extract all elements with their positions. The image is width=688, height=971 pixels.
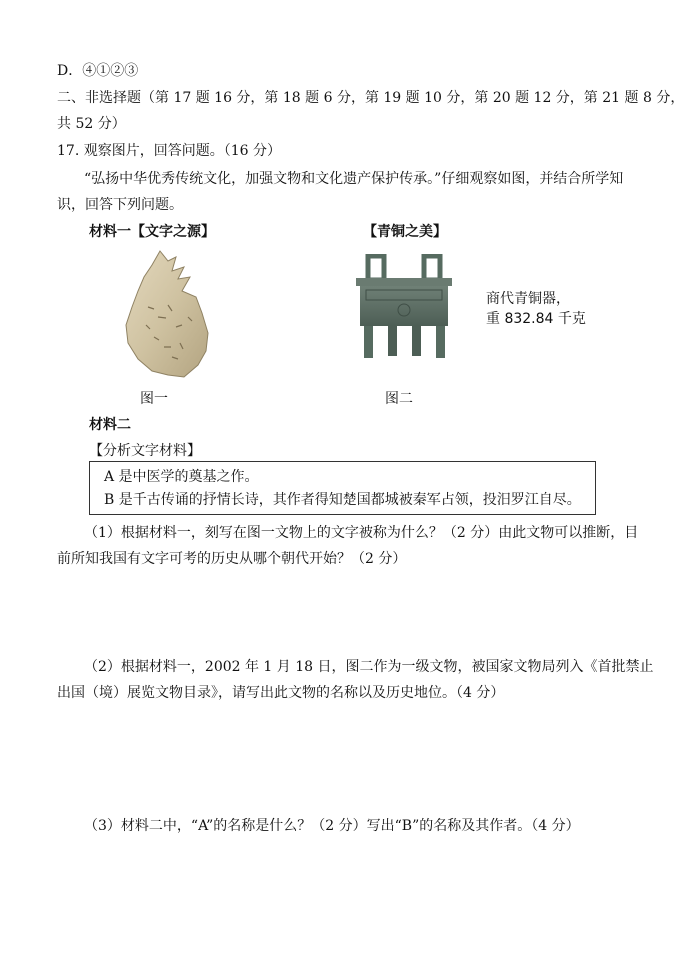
material2-box <box>89 461 596 515</box>
box-item-b: B 是千古传诵的抒情长诗，其作者得知楚国都城被秦军占领，投汨罗江自尽。 <box>104 492 581 508</box>
fig1-caption: 图一 <box>140 391 168 407</box>
option-d: D．④①②③ <box>57 63 139 79</box>
bronze-label: 【青铜之美】 <box>363 224 447 240</box>
fig2-caption: 图二 <box>385 391 413 407</box>
bronze-ding-image <box>350 254 458 360</box>
subquestion2-line1: （2）根据材料一，2002 年 1 月 18 日，图二作为一级文物，被国家文物局列入《首批禁止 <box>84 659 654 675</box>
subquestion1-line1: （1）根据材料一，刻写在图一文物上的文字被称为什么？（2 分）由此文物可以推断，目 <box>84 525 639 541</box>
subquestion2-line2: 出国（境）展览文物目录》，请写出此文物的名称以及历史地位。（4 分） <box>57 685 505 701</box>
oracle-bone-image <box>118 247 216 381</box>
question-title: 17. 观察图片，回答问题。（16 分） <box>57 143 281 159</box>
subquestion1-line2: 前所知我国有文字可考的历史从哪个朝代开始？（2 分） <box>57 551 407 567</box>
bronze-caption-line1: 商代青铜器， <box>486 291 570 307</box>
bronze-caption-line2: 重 832.84 千克 <box>486 311 586 327</box>
analysis-label: 【分析文字材料】 <box>89 443 201 459</box>
section-heading-line1: 二、非选择题（第 17 题 16 分，第 18 题 6 分，第 19 题 10 分，第 20 题 12 分，第 21 题 8 分， <box>57 90 685 106</box>
box-item-a: A 是中医学的奠基之作。 <box>104 469 259 485</box>
subquestion3-line1: （3）材料二中，“A”的名称是什么？（2 分）写出“B”的名称及其作者。（4 分） <box>84 818 580 834</box>
section-heading-line2: 共 52 分） <box>57 116 126 132</box>
intro-line1: “弘扬中华优秀传统文化，加强文物和文化遗产保护传承。”仔细观察如图，并结合所学知 <box>84 171 624 187</box>
material2-label: 材料二 <box>89 417 131 433</box>
intro-line2: 识，回答下列问题。 <box>57 197 183 213</box>
material1-label: 材料一【文字之源】 <box>89 224 215 240</box>
